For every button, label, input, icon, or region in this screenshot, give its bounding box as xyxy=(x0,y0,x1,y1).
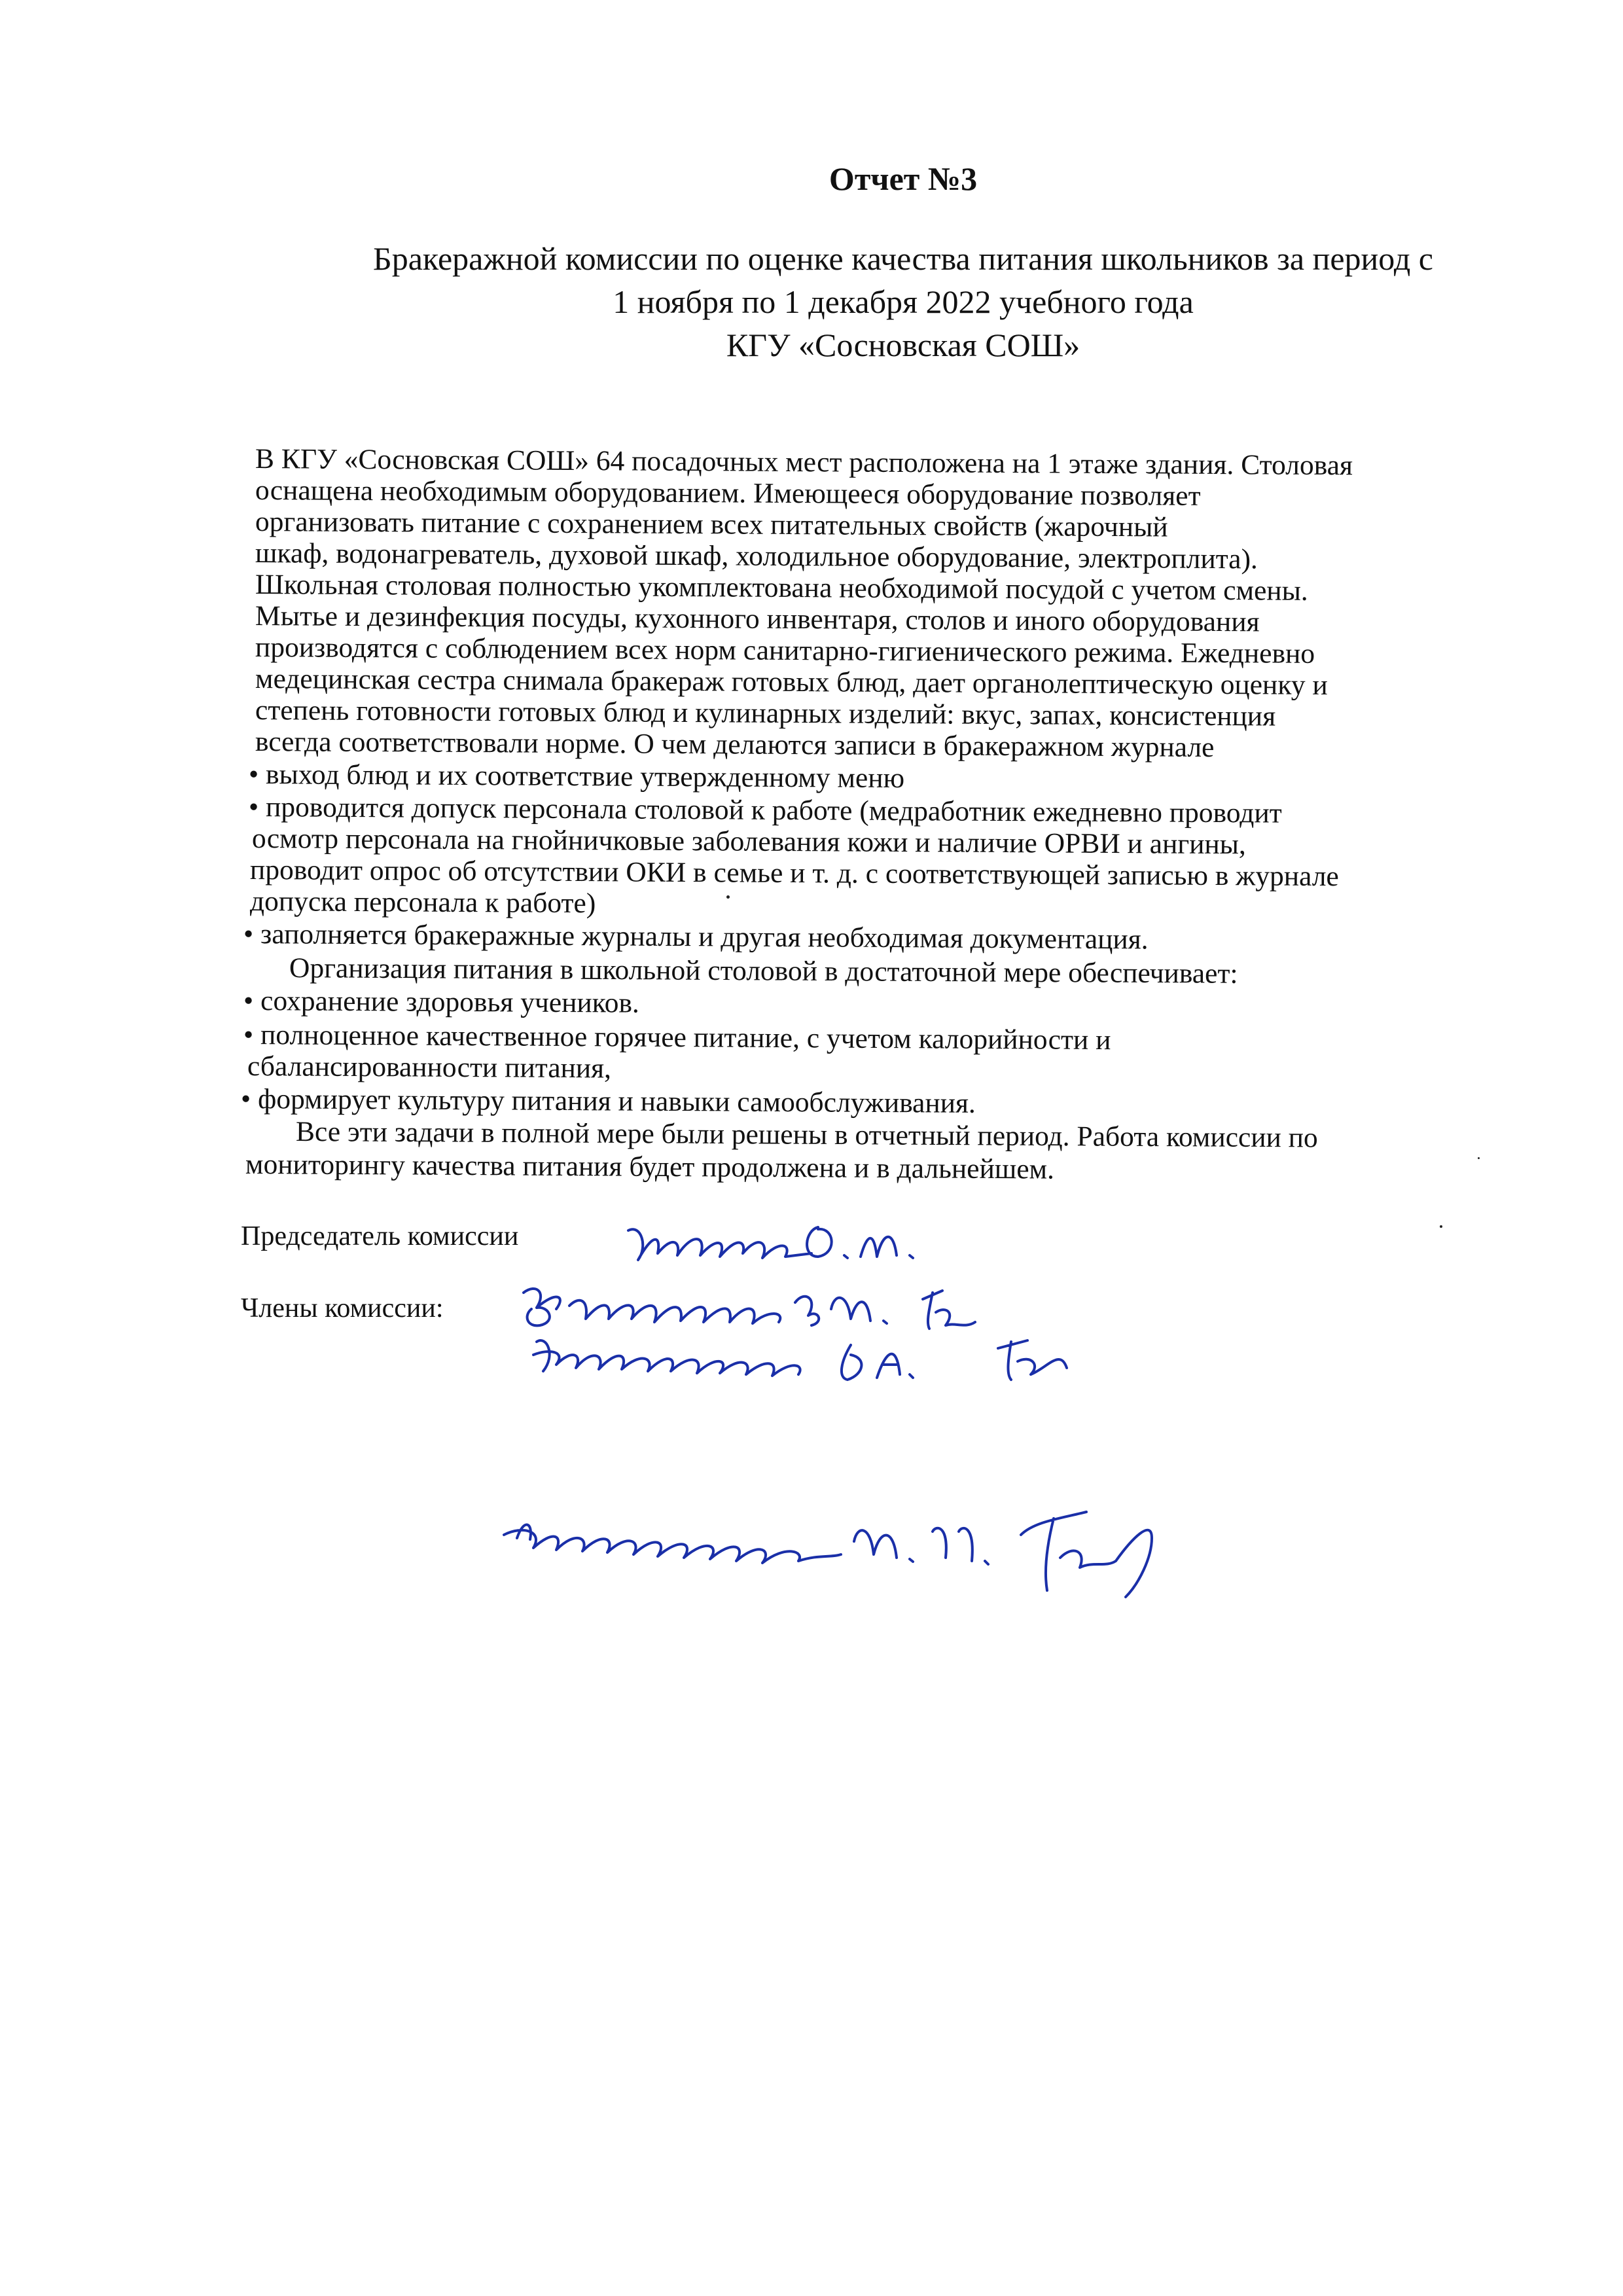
body-line: степень готовности готовых блюд и кулинарных изделий: вкус, запах, консистенция xyxy=(255,694,1276,732)
report-title: Отчет №3 xyxy=(829,160,978,197)
body-line: медецинская сестра снимала бракераж готовых блюд, дает органолептическую оценку и xyxy=(255,663,1328,702)
body-line: • сохранение здоровья учеников. xyxy=(243,985,639,1019)
subtitle-line: 1 ноября по 1 декабря 2022 учебного года xyxy=(613,283,1194,320)
subtitle-line: КГУ «Сосновская СОШ» xyxy=(726,327,1080,363)
subtitle-line: Бракеражной комиссии по оценке качества питания школьников за период с xyxy=(373,240,1433,277)
body-line: Организация питания в школьной столовой в достаточной мере обеспечивает: xyxy=(289,952,1238,990)
chairman-label: Председатель комиссии xyxy=(241,1221,519,1251)
body-line: оснащена необходимым оборудованием. Имеющееся оборудование позволяет xyxy=(255,475,1201,512)
body-line: • заполняется бракеражные журналы и другая необходимая документация. xyxy=(243,918,1149,956)
scan-speck xyxy=(1440,1225,1442,1228)
body-line: допуска персонала к работе) xyxy=(249,886,596,920)
body-line: мониторингу качества питания будет продолжена и в дальнейшем. xyxy=(245,1149,1055,1185)
member-2-signature xyxy=(533,1340,1067,1380)
body-line: осмотр персонала на гнойничковые заболевания кожи и наличие ОРВИ и ангины, xyxy=(251,823,1246,861)
scan-speck xyxy=(1478,1157,1480,1159)
body-line: Все эти задачи в полной мере были решены в отчетный период. Работа комиссии по xyxy=(295,1116,1318,1154)
member-1-signature xyxy=(524,1289,975,1329)
body-line: • полноценное качественное горячее питание, с учетом калорийности и xyxy=(243,1019,1111,1056)
member-3-signature xyxy=(504,1512,1152,1597)
body-line: шкаф, водонагреватель, духовой шкаф, холодильное оборудование, электроплита). xyxy=(255,537,1258,575)
body-line: производятся с соблюдением всех норм санитарно-гигиенического режима. Ежедневно xyxy=(255,632,1315,670)
body-line: Школьная столовая полностью укомплектована необходимой посудой с учетом смены. xyxy=(255,569,1308,607)
body-line: В КГУ «Сосновская СОШ» 64 посадочных мест расположена на 1 этаже здания. Столовая xyxy=(255,443,1353,482)
body-line: сбалансированности питания, xyxy=(247,1050,612,1085)
body-line: организовать питание с сохранением всех питательных свойств (жарочный xyxy=(255,506,1168,543)
body-line: • выход блюд и их соответствие утвержденному меню xyxy=(248,759,905,795)
body-line: всегда соответствовали норме. О чем делаются записи в бракеражном журнале xyxy=(255,726,1215,763)
body-line: проводит опрос об отсутствии ОКИ в семье и т. д. с соответствующей записью в журнале xyxy=(249,854,1339,893)
body-line: • формирует культуру питания и навыки самообслуживания. xyxy=(240,1083,976,1119)
chairman-signature xyxy=(628,1227,913,1260)
scan-speck xyxy=(726,895,730,899)
members-label: Члены комиссии: xyxy=(241,1293,444,1323)
body-line: • проводится допуск персонала столовой к работе (медработник ежедневно проводит xyxy=(248,791,1282,829)
body-line: Мытье и дезинфекция посуды, кухонного инвентаря, столов и иного оборудования xyxy=(255,600,1260,638)
